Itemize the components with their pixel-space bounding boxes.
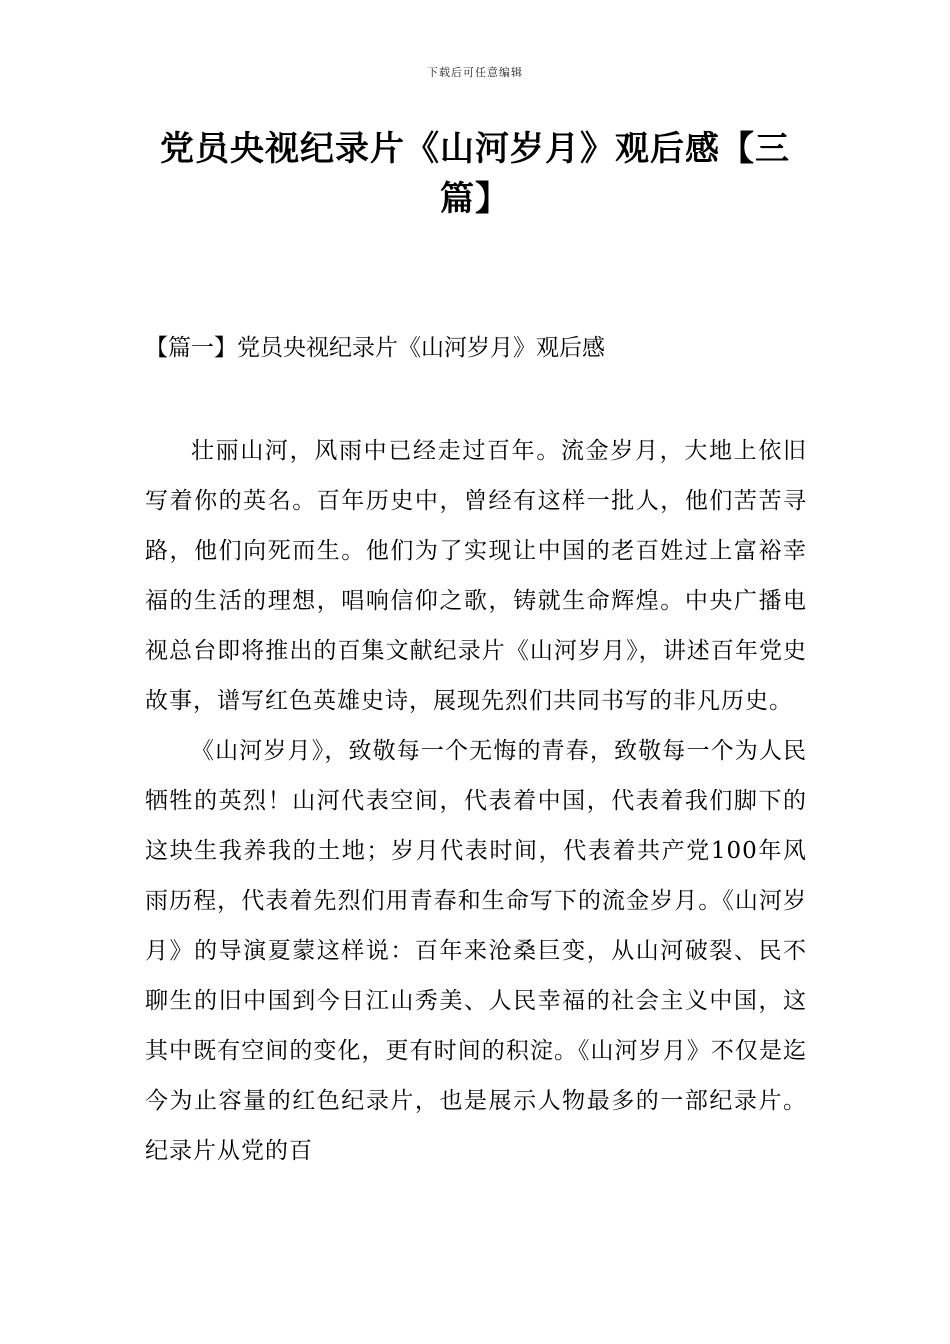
section-heading: 【篇一】党员央视纪录片《山河岁月》观后感 (145, 335, 605, 361)
body-text (145, 426, 807, 1176)
header-note: 下载后可任意编辑 (427, 66, 523, 79)
document-title: 党员央视纪录片《山河岁月》观后感【三篇】 (160, 129, 790, 219)
paragraph-2: 《山河岁月》，致敬每一个无悔的青春，致敬每一个为人民牺牲的英烈！山河代表空间，代表着中国，代表着我们脚下的这块生我养我的土地；岁月代表时间，代表着共产党100年风雨历程，代表着先烈们用青春和生命写下的流金岁月。《山河岁月》的导演夏蒙这样说：百年来沧桑巨变，从山河破裂、民不聊生的旧中国到今日江山秀美、人民幸福的社会主义中国，这其中既有空间的变化，更有时间的积淀。《山河岁月》不仅是迄今为止容量的红色纪录片，也是展示人物最多的一部纪录片。纪录片从党的百 (145, 738, 807, 1164)
paragraph-1: 壮丽山河，风雨中已经走过百年。流金岁月，大地上依旧写着你的英名。百年历史中，曾经有这样一批人，他们苦苦寻路，他们向死而生。他们为了实现让中国的老百姓过上富裕幸福的生活的理想，唱响信仰之歌，铸就生命辉煌。中央广播电视总台即将推出的百集文献纪录片《山河岁月》，讲述百年党史故事，谱写红色英雄史诗，展现先烈们共同书写的非凡历史。 (145, 438, 807, 714)
